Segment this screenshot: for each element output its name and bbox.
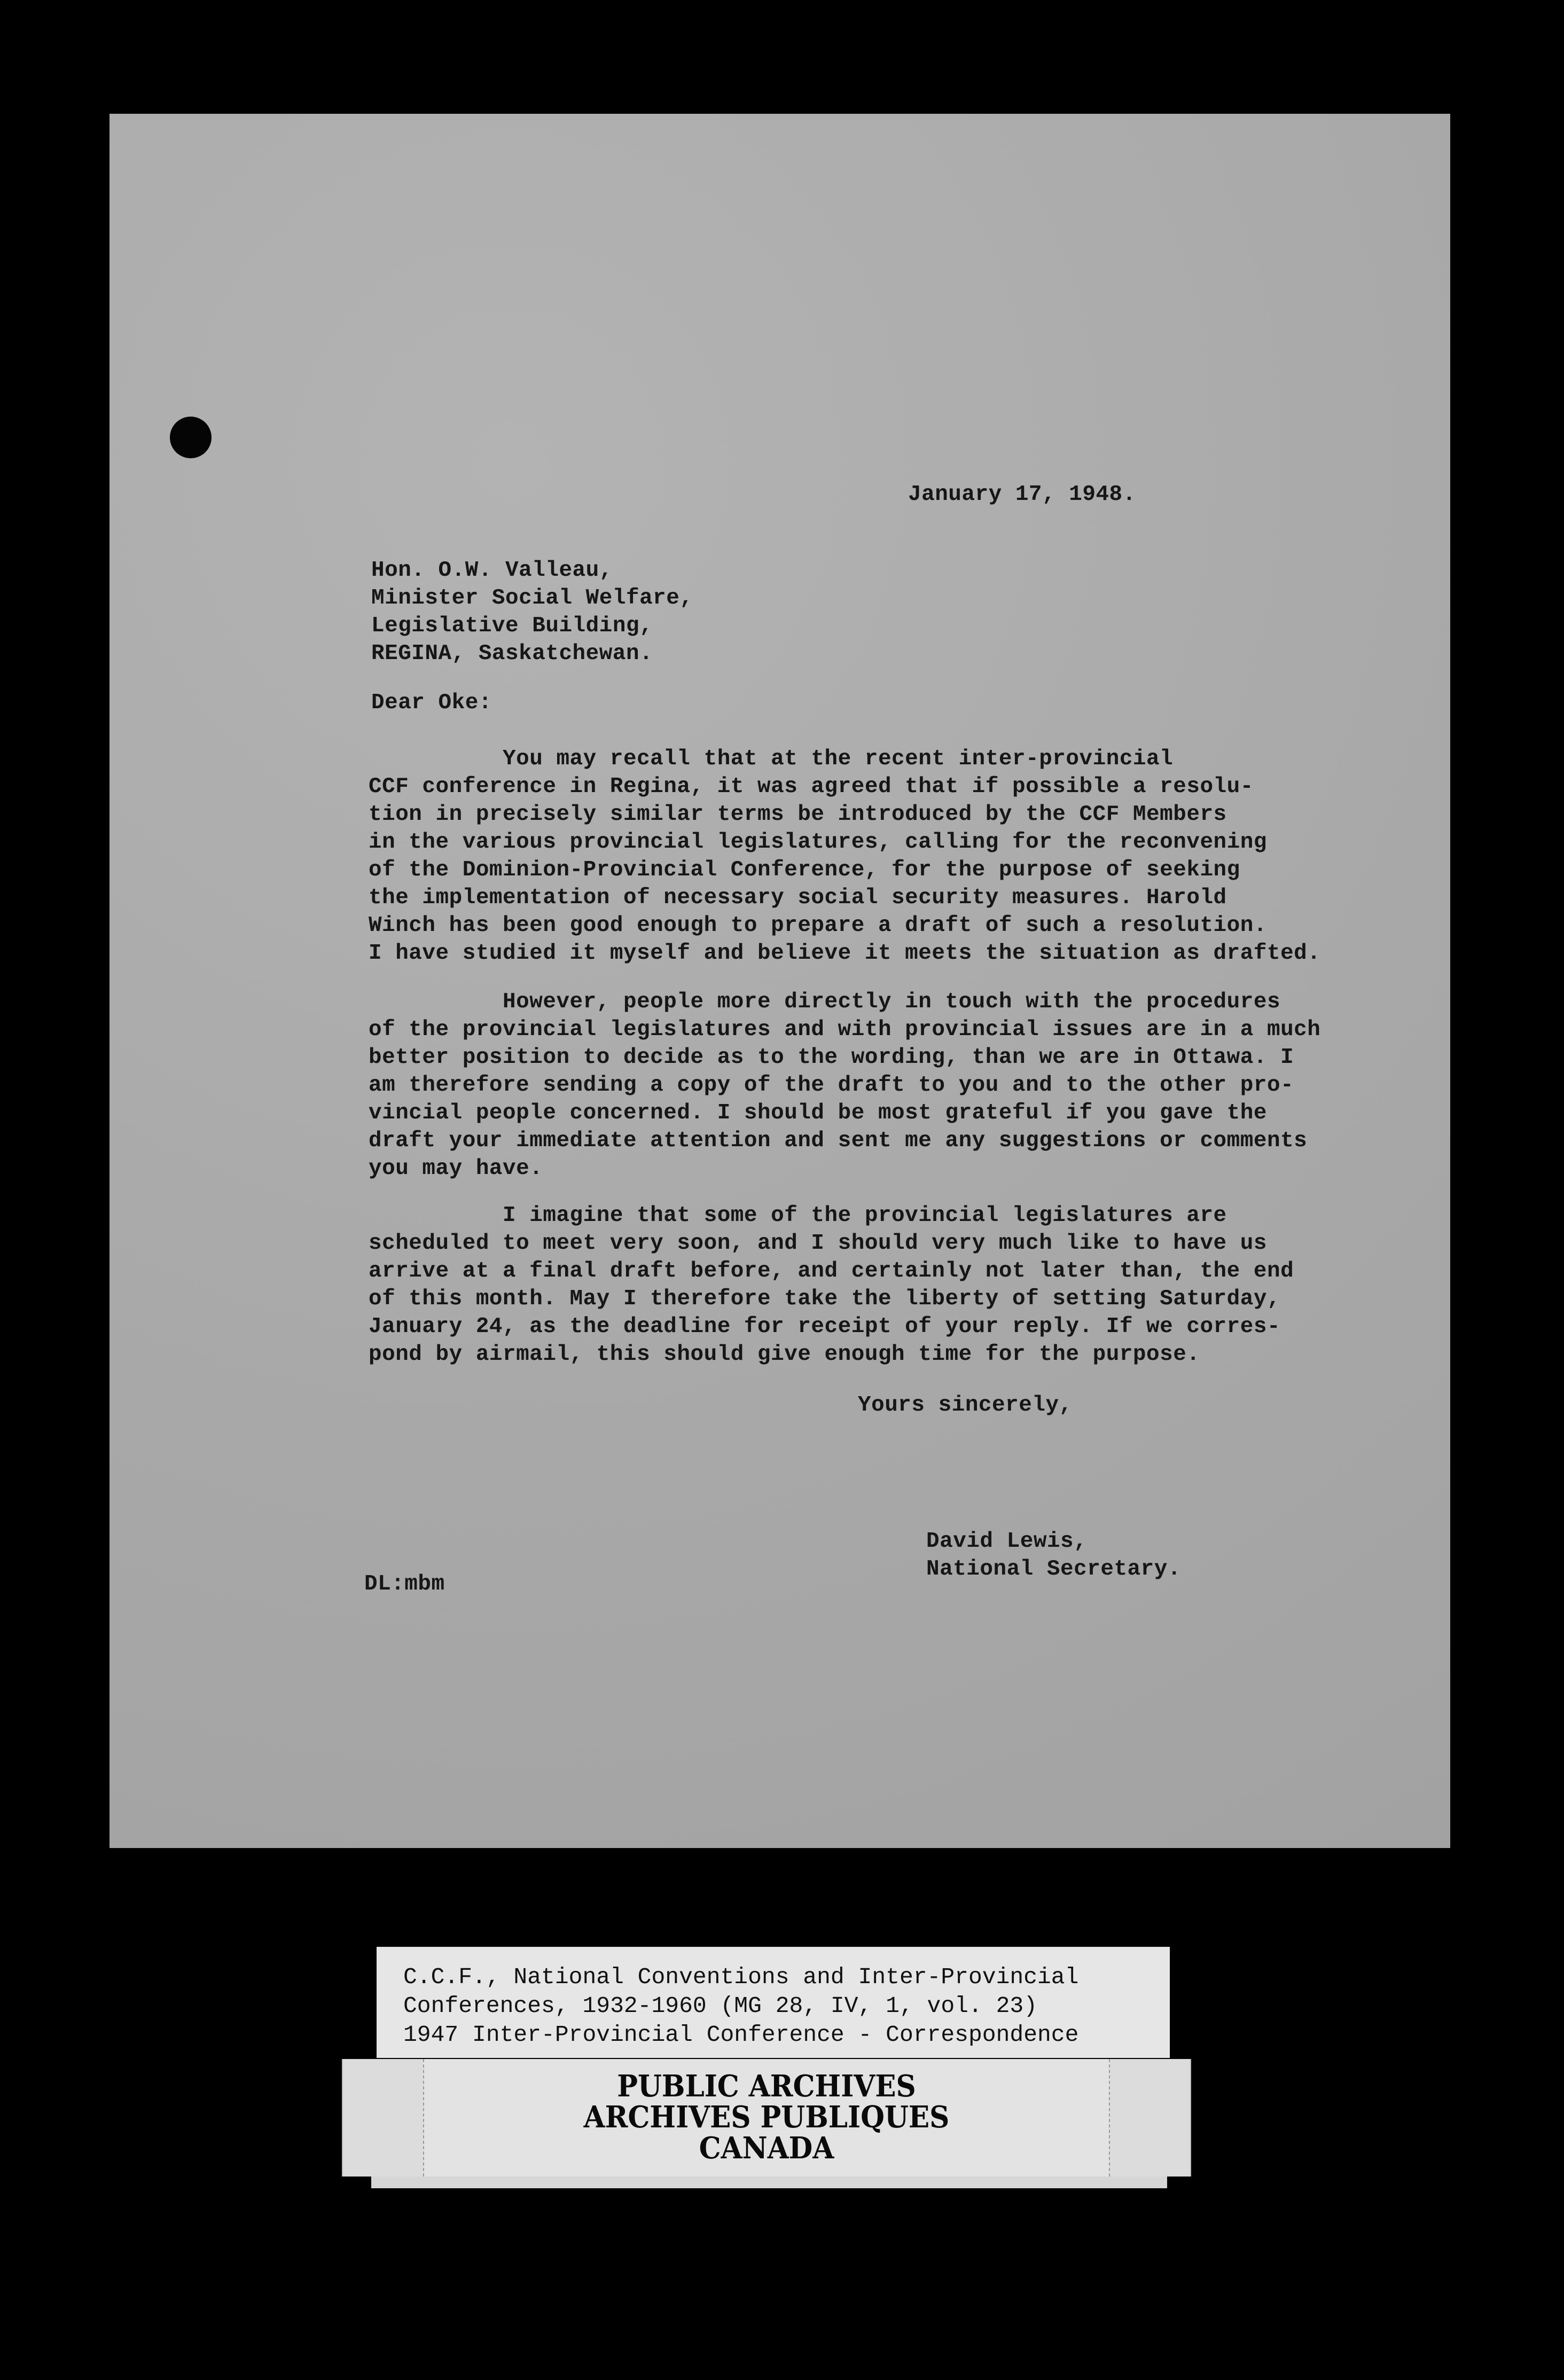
signature-block xyxy=(926,1528,1181,1583)
salutation: Dear Oke: xyxy=(371,691,492,715)
archive-stamp xyxy=(342,2059,1191,2177)
paragraph-1 xyxy=(369,745,1320,967)
text-line: January 24, as the deadline for receipt of your reply. If we corres- xyxy=(369,1314,1281,1339)
text-line: am therefore sending a copy of the draft to you and to the other pro- xyxy=(369,1073,1294,1098)
closing: Yours sincerely, xyxy=(858,1393,1073,1418)
text-line: in the various provincial legislatures, calling for the reconvening xyxy=(369,830,1267,855)
text-line: However, people more directly in touch with the procedures xyxy=(369,990,1281,1014)
text-line: of the provincial legislatures and with provincial issues are in a much xyxy=(369,1017,1321,1042)
punch-hole xyxy=(170,417,212,458)
text-line: You may recall that at the recent inter-provincial xyxy=(369,747,1174,771)
text-line: the implementation of necessary social security measures. Harold xyxy=(369,886,1227,910)
stamp-line: ARCHIVES PUBLIQUES xyxy=(583,2100,950,2135)
text-line: of this month. May I therefore take the liberty of setting Saturday, xyxy=(369,1287,1281,1311)
text-line: of the Dominion-Provincial Conference, for the purpose of seeking xyxy=(369,858,1240,882)
signature-name: David Lewis, xyxy=(926,1529,1088,1554)
text-line: better position to decide as to the wording, than we are in Ottawa. I xyxy=(369,1045,1294,1070)
typist-initials: DL:mbm xyxy=(364,1572,445,1596)
paragraph-3 xyxy=(369,1202,1294,1368)
address-line: REGINA, Saskatchewan. xyxy=(371,641,653,666)
label-edge-strip xyxy=(371,2177,1167,2188)
reference-line: C.C.F., National Conventions and Inter-Provincial xyxy=(403,1964,1079,1990)
text-line: vincial people concerned. I should be most grateful if you gave the xyxy=(369,1101,1267,1125)
recipient-address xyxy=(371,557,693,668)
text-line: pond by airmail, this should give enough time for the purpose. xyxy=(369,1342,1200,1367)
text-line: draft your immediate attention and sent me any suggestions or comments xyxy=(369,1129,1308,1153)
text-line: you may have. xyxy=(369,1156,543,1181)
text-line: scheduled to meet very soon, and I should very much like to have us xyxy=(369,1231,1267,1256)
reference-line: 1947 Inter-Provincial Conference - Correspondence xyxy=(403,2022,1079,2048)
paragraph-2 xyxy=(369,988,1320,1183)
letter-page xyxy=(110,114,1450,1848)
archive-reference-label xyxy=(377,1947,1170,2058)
text-line: arrive at a final draft before, and certainly not later than, the end xyxy=(369,1259,1294,1283)
text-line: I imagine that some of the provincial legislatures are xyxy=(369,1203,1227,1228)
reference-line: Conferences, 1932-1960 (MG 28, IV, 1, vol. 23) xyxy=(403,1993,1037,2019)
text-line: I have studied it myself and believe it meets the situation as drafted. xyxy=(369,941,1321,966)
text-line: Winch has been good enough to prepare a draft of such a resolution. xyxy=(369,913,1267,938)
address-line: Minister Social Welfare, xyxy=(371,586,693,610)
stamp-line: CANADA xyxy=(699,2131,834,2166)
letter-date: January 17, 1948. xyxy=(908,482,1136,507)
address-line: Hon. O.W. Valleau, xyxy=(371,558,613,583)
text-line: tion in precisely similar terms be introduced by the CCF Members xyxy=(369,802,1227,827)
signature-title: National Secretary. xyxy=(926,1557,1181,1582)
stamp-line: PUBLIC ARCHIVES xyxy=(617,2069,916,2104)
text-line: CCF conference in Regina, it was agreed that if possible a resolu- xyxy=(369,774,1254,799)
address-line: Legislative Building, xyxy=(371,614,653,638)
